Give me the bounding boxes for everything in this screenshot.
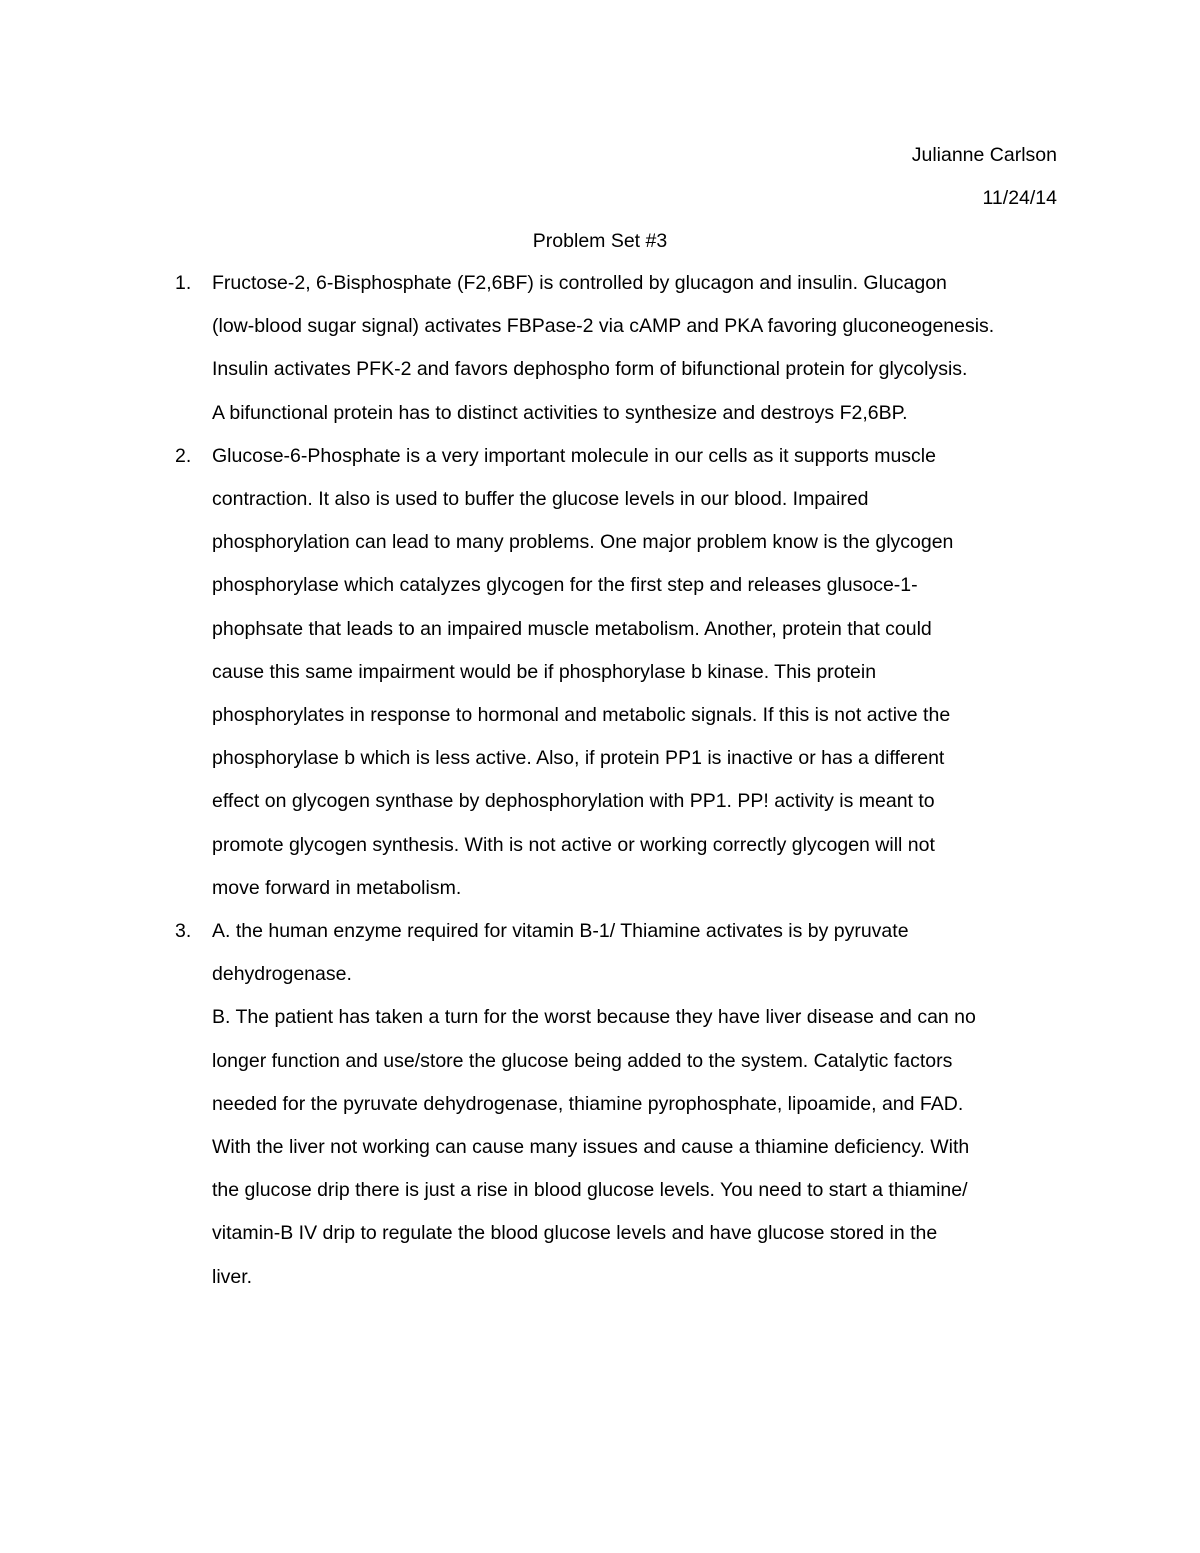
list-item [175,262,1075,435]
paragraph-line: longer function and use/store the glucose being added to the system. Catalytic factors [212,1049,953,1072]
paragraph-line: phosphorylates in response to hormonal and metabolic signals. If this is not active the [212,704,951,727]
list-item-number: 1. [175,272,192,294]
paragraph-line: liver. [212,1265,253,1288]
document-date: 11/24/14 [982,187,1057,209]
numbered-list [175,262,1075,1299]
paragraph-line: phosphorylase which catalyzes glycogen for the first step and releases glusoce-1- [212,574,918,597]
list-item-number: 2. [175,444,192,467]
paragraph-line: dehydrogenase. [212,963,352,986]
author-name: Julianne Carlson [911,144,1057,166]
paragraph-line: move forward in metabolism. [212,876,462,899]
paragraph-line: promote glycogen synthesis. With is not active or working correctly glycogen will not [212,833,935,856]
paragraph-line: cause this same impairment would be if phosphorylase b kinase. This protein [212,660,877,683]
paragraph-line: vitamin-B IV drip to regulate the blood glucose levels and have glucose stored in the [212,1222,938,1245]
paragraph-line: phophsate that leads to an impaired muscle metabolism. Another, protein that could [212,617,932,640]
paragraph-line: the glucose drip there is just a rise in blood glucose levels. You need to start a thiamine/ [212,1179,968,1202]
paragraph-line: With the liver not working can cause many issues and cause a thiamine deficiency. With [212,1136,970,1159]
list-item [175,910,1075,1299]
paragraph-line: contraction. It also is used to buffer the glucose levels in our blood. Impaired [212,488,869,511]
paragraph-line: B. The patient has taken a turn for the worst because they have liver disease and can no [212,1006,976,1029]
list-item-number: 3. [175,920,192,943]
paragraph-line: phosphorylation can lead to many problems. One major problem know is the glycogen [212,531,954,554]
list-item [175,435,1075,910]
paragraph-line: (low-blood sugar signal) activates FBPase-2 via cAMP and PKA favoring gluconeogenesis. [212,315,995,338]
paragraph-line: effect on glycogen synthase by dephosphorylation with PP1. PP! activity is meant to [212,790,935,813]
paragraph-line: needed for the pyruvate dehydrogenase, thiamine pyrophosphate, lipoamide, and FAD. [212,1092,964,1115]
page-title: Problem Set #3 [532,230,668,252]
paragraph-line: A. the human enzyme required for vitamin B-1/ Thiamine activates is by pyruvate [212,920,909,943]
paragraph-line: Glucose-6-Phosphate is a very important molecule in our cells as it supports muscle [212,444,936,467]
paragraph-line: phosphorylase b which is less active. Also, if protein PP1 is inactive or has a different [212,747,945,770]
paragraph-line: Insulin activates PFK-2 and favors dephospho form of bifunctional protein for glycolysis. [212,358,968,381]
paragraph-line: Fructose-2, 6-Bisphosphate (F2,6BF) is controlled by glucagon and insulin. Glucagon [212,272,947,294]
paragraph-line: A bifunctional protein has to distinct activities to synthesize and destroys F2,6BP. [212,401,908,424]
